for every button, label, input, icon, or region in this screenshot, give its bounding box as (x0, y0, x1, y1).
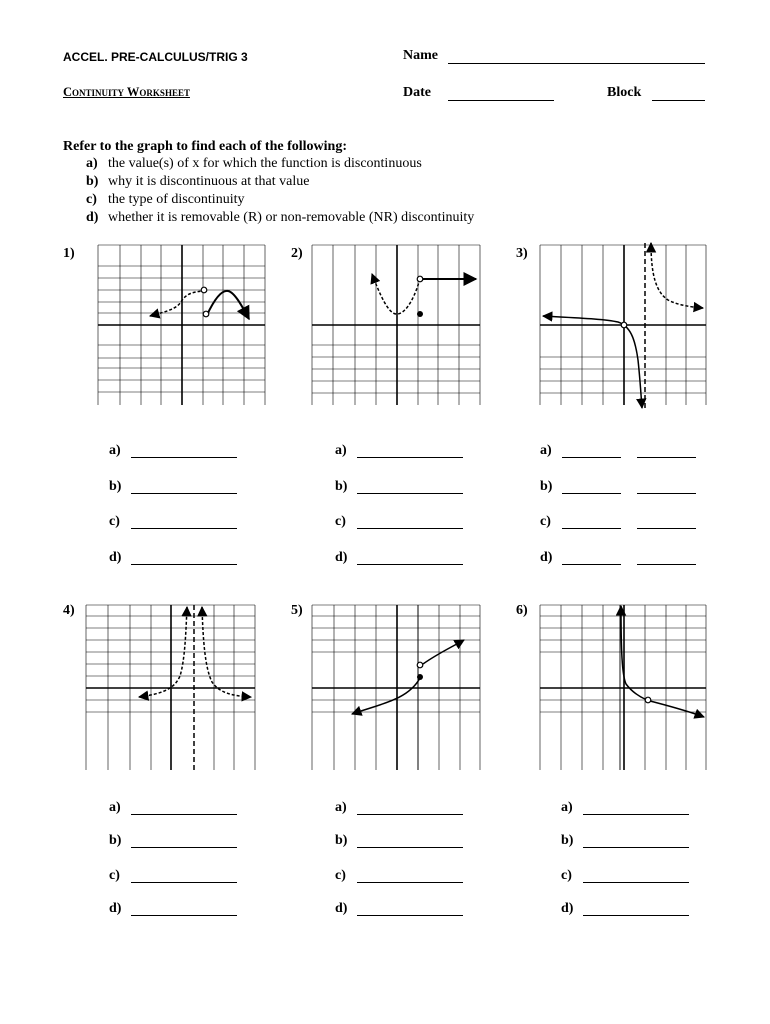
answer-blank-4d[interactable] (131, 915, 237, 916)
answer-label: a) (335, 443, 347, 458)
problem-6-number: 6) (516, 603, 528, 618)
answer-blank-3a-1[interactable] (562, 457, 621, 458)
closed-point (417, 674, 423, 680)
instructions-heading: Refer to the graph to find each of the following: (63, 139, 347, 154)
problem-1-number: 1) (63, 246, 75, 261)
instruction-part-a: a) the value(s) of x for which the function is discontinuous (86, 156, 422, 171)
answer-blank-2d[interactable] (357, 564, 463, 565)
answer-blank-2a[interactable] (357, 457, 463, 458)
answer-label: d) (109, 901, 122, 916)
answer-label: a) (109, 443, 121, 458)
worksheet-title: Continuity Worksheet (63, 85, 190, 99)
answer-label: c) (109, 868, 120, 883)
answer-label: c) (540, 514, 551, 529)
answer-label: b) (561, 833, 574, 848)
closed-point (417, 311, 423, 317)
problem-5-number: 5) (291, 603, 303, 618)
answer-label: b) (109, 833, 122, 848)
answer-blank-6c[interactable] (583, 882, 689, 883)
answer-blank-5c[interactable] (357, 882, 463, 883)
graph-2 (312, 245, 480, 405)
answer-blank-2c[interactable] (357, 528, 463, 529)
course-title: ACCEL. PRE-CALCULUS/TRIG 3 (63, 50, 248, 64)
answer-label: a) (109, 800, 121, 815)
graph-5 (312, 605, 480, 770)
answer-label: c) (335, 514, 346, 529)
answer-label: d) (561, 901, 574, 916)
instruction-part-b: b) why it is discontinuous at that value (86, 174, 310, 189)
answer-label: b) (335, 833, 348, 848)
answer-blank-4a[interactable] (131, 814, 237, 815)
answer-blank-6b[interactable] (583, 847, 689, 848)
answer-label: b) (335, 479, 348, 494)
answer-blank-1c[interactable] (131, 528, 237, 529)
answer-blank-4b[interactable] (131, 847, 237, 848)
answer-blank-3c-2[interactable] (637, 528, 696, 529)
answer-blank-1b[interactable] (131, 493, 237, 494)
answer-blank-3d-1[interactable] (562, 564, 621, 565)
open-point (645, 697, 651, 703)
answer-blank-5b[interactable] (357, 847, 463, 848)
answer-label: d) (335, 550, 348, 565)
answer-label: b) (109, 479, 122, 494)
answer-blank-6d[interactable] (583, 915, 689, 916)
answer-blank-3d-2[interactable] (637, 564, 696, 565)
answer-label: d) (335, 901, 348, 916)
instruction-part-c: c) the type of discontinuity (86, 192, 245, 207)
problem-2-number: 2) (291, 246, 303, 261)
graph-3 (540, 243, 706, 409)
answer-blank-5d[interactable] (357, 915, 463, 916)
answer-blank-2b[interactable] (357, 493, 463, 494)
answer-label: c) (335, 868, 346, 883)
answer-blank-3c-1[interactable] (562, 528, 621, 529)
answer-blank-3b-1[interactable] (562, 493, 621, 494)
answer-blank-3b-2[interactable] (637, 493, 696, 494)
answer-blank-4c[interactable] (131, 882, 237, 883)
answer-blank-3a-2[interactable] (637, 457, 696, 458)
answer-label: d) (540, 550, 553, 565)
block-label: Block (607, 85, 642, 100)
answer-label: a) (561, 800, 573, 815)
date-label: Date (403, 85, 431, 100)
answer-label: c) (109, 514, 120, 529)
answer-blank-6a[interactable] (583, 814, 689, 815)
open-point (417, 662, 423, 668)
instruction-part-d: d) whether it is removable (R) or non-removable (NR) discontinuity (86, 210, 475, 225)
answer-label: a) (335, 800, 347, 815)
answer-label: d) (109, 550, 122, 565)
open-point (201, 287, 207, 293)
problem-3-number: 3) (516, 246, 528, 261)
name-label: Name (403, 48, 438, 63)
answer-label: c) (561, 868, 572, 883)
answer-blank-1d[interactable] (131, 564, 237, 565)
open-point (417, 276, 423, 282)
answer-label: a) (540, 443, 552, 458)
open-point (621, 322, 627, 328)
answer-blank-5a[interactable] (357, 814, 463, 815)
graph-4 (86, 605, 255, 770)
answer-label: b) (540, 479, 553, 494)
problem-4-number: 4) (63, 603, 75, 618)
graph-1 (98, 245, 265, 405)
answer-blank-1a[interactable] (131, 457, 237, 458)
open-point (203, 311, 209, 317)
graph-6 (540, 605, 706, 770)
